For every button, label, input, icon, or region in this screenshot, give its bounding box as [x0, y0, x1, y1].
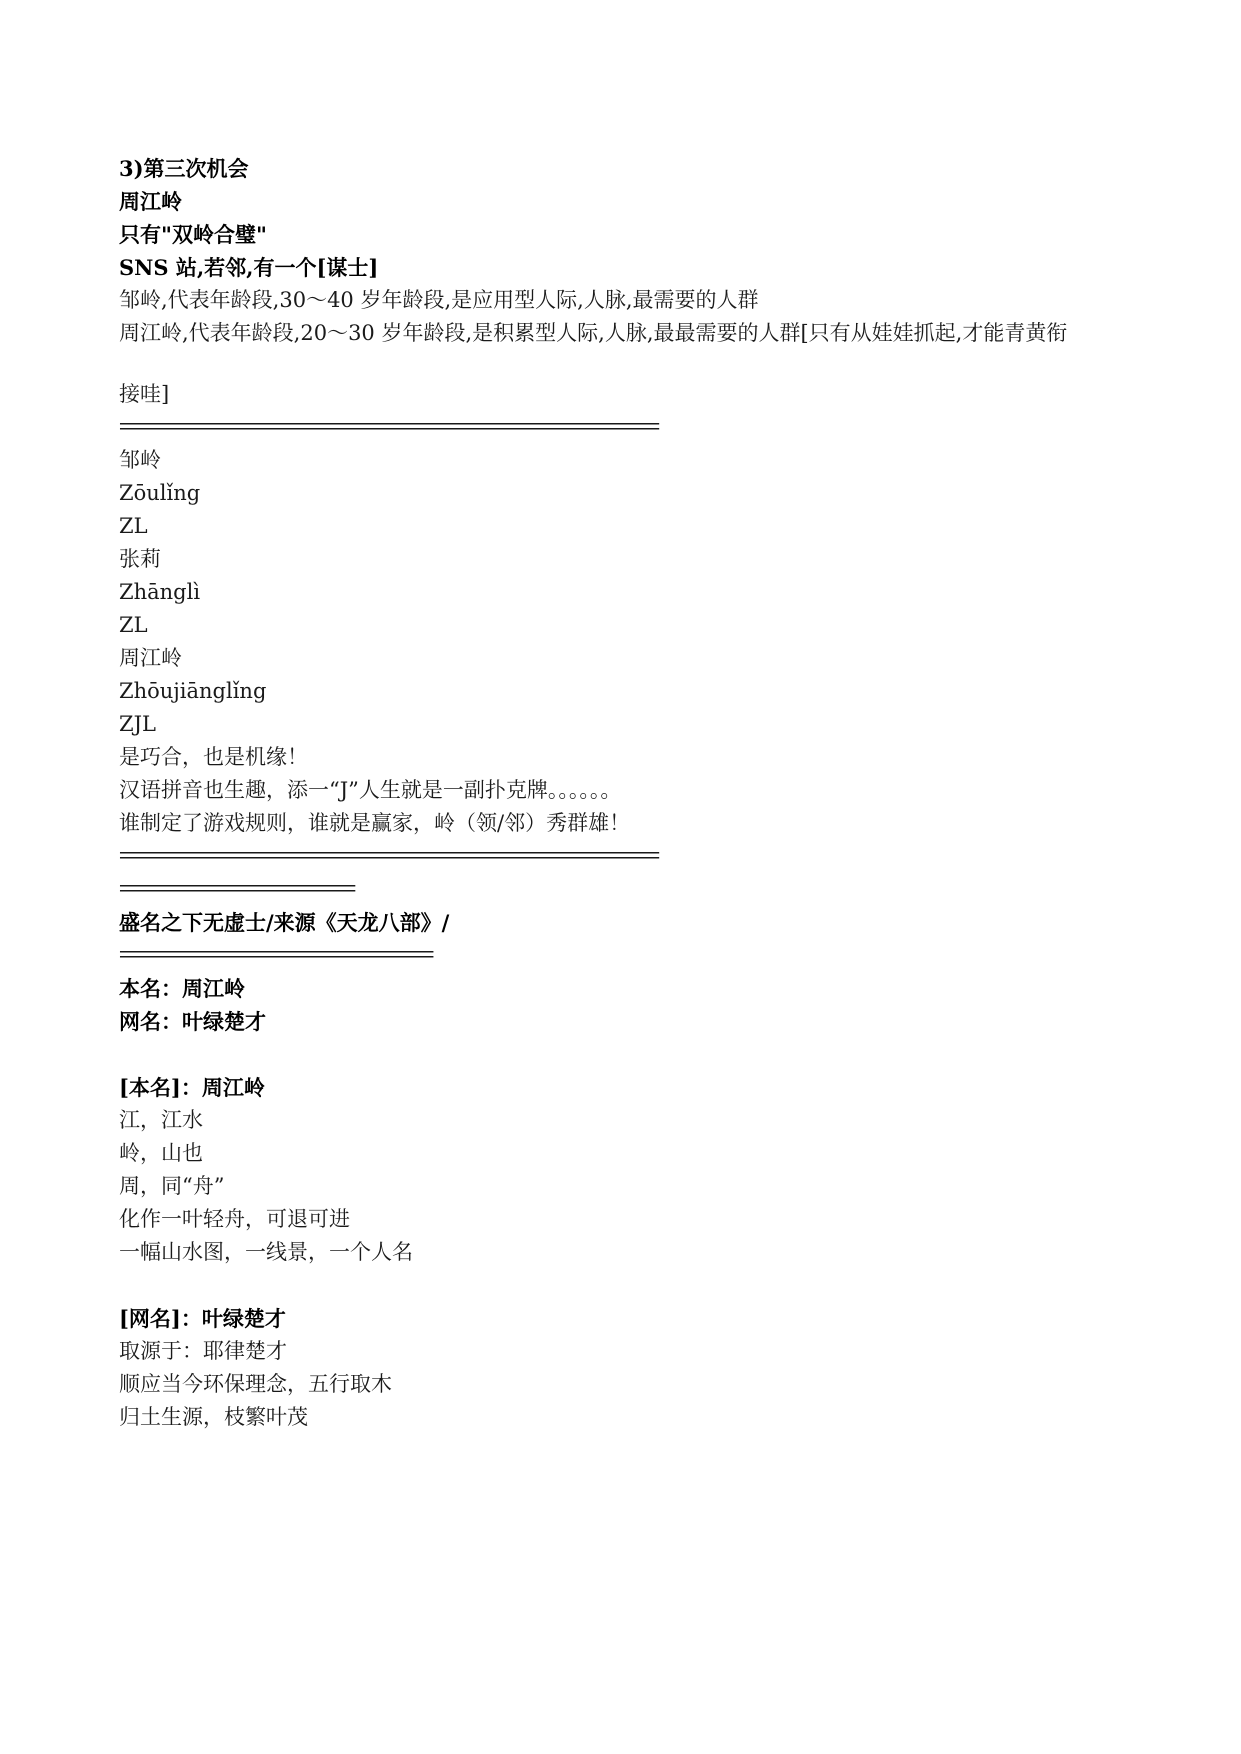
text-line: 周江岭	[119, 646, 182, 670]
spacer	[119, 1038, 1119, 1071]
text-line: 是巧合，也是机缘！	[119, 745, 308, 769]
name-heading: 周江岭	[119, 189, 182, 214]
text-line: 邹岭	[119, 448, 161, 472]
text-line: 周，同“舟”	[119, 1174, 225, 1198]
text-line: 化作一叶轻舟，可退可进	[119, 1207, 350, 1231]
spacer	[119, 350, 1119, 378]
divider: ==============================================================	[119, 416, 658, 438]
divider: ====================================	[119, 944, 432, 966]
section-heading: 盛名之下无虚士/来源《天龙八部》/	[119, 910, 450, 935]
paragraph-line: 周江岭,代表年龄段,20～30 岁年龄段,是积累型人际,人脉,最最需要的人群[只有从娃娃抓起,才能青黄衔	[119, 321, 1068, 345]
divider: ===========================	[119, 878, 354, 900]
text-line: 岭，山也	[119, 1141, 203, 1165]
text-line: ZL	[119, 514, 148, 538]
paragraph-line: 邹岭,代表年龄段,30～40 岁年龄段,是应用型人际,人脉,最需要的人群	[119, 288, 759, 312]
text-line: 江，江水	[119, 1108, 203, 1132]
subheading: 只有"双岭合璧"	[119, 222, 267, 247]
section-heading: [网名]：叶绿楚才	[119, 1306, 286, 1331]
text-line: 一幅山水图，一线景，一个人名	[119, 1240, 413, 1264]
text-line: 归土生源，枝繁叶茂	[119, 1405, 308, 1429]
text-line: Zōulǐng	[119, 481, 201, 505]
document-page	[119, 152, 1119, 1434]
text-line: 汉语拼音也生趣，添一“J”人生就是一副扑克牌。。。。。。	[119, 778, 622, 802]
text-line: 谁制定了游戏规则，谁就是赢家，岭（领/邻）秀群雄！	[119, 811, 631, 835]
name-label: 本名：周江岭	[119, 976, 245, 1001]
section-heading: [本名]：周江岭	[119, 1075, 265, 1100]
name-label: 网名：叶绿楚才	[119, 1009, 266, 1034]
text-line: Zhānglì	[119, 580, 201, 604]
text-line: ZL	[119, 613, 148, 637]
text-line: ZJL	[119, 712, 156, 736]
text-line: 张莉	[119, 547, 161, 571]
section-heading: 3)第三次机会	[119, 156, 249, 181]
text-line: Zhōujiānglǐng	[119, 679, 267, 703]
text-line: 顺应当今环保理念，五行取木	[119, 1372, 392, 1396]
text-line: 取源于：耶律楚才	[119, 1339, 287, 1363]
spacer	[119, 1269, 1119, 1302]
divider: ==============================================================	[119, 845, 658, 867]
paragraph-line: 接哇]	[119, 382, 170, 406]
subheading: SNS 站,若邻,有一个[谋士]	[119, 255, 379, 280]
